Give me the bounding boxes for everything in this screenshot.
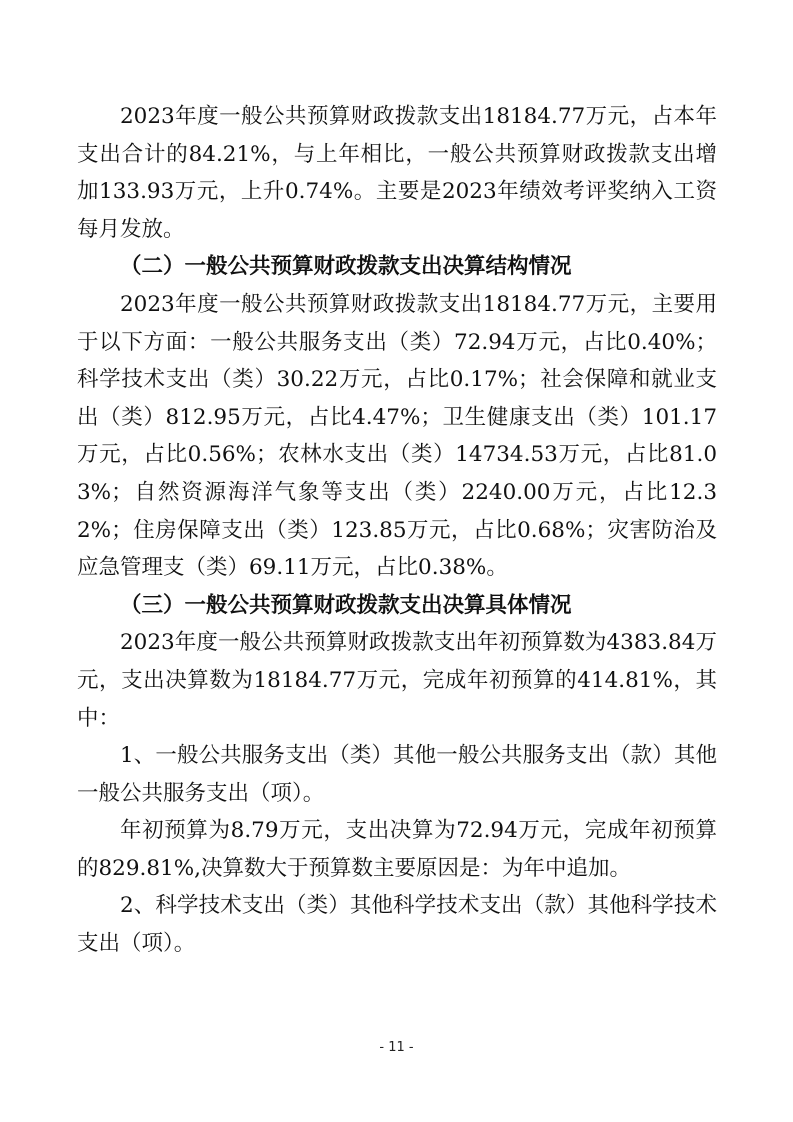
section-heading-details: （三）一般公共预算财政拨款支出决算具体情况 xyxy=(120,592,572,618)
paragraph-item-2-title: 2、科学技术支出（类）其他科学技术支出（款）其他科学技术支出（项）。 xyxy=(77,893,717,957)
paragraph-total-expenditure: 2023年度一般公共预算财政拨款支出18184.77万元，占本年支出合计的84.21%，与上年相比，一般公共预算财政拨款支出增加133.93万元，上升0.74%。主要是2023年绩效考评奖纳入工资每月发放。 xyxy=(77,104,717,242)
section-heading-structure: （二）一般公共预算财政拨款支出决算结构情况 xyxy=(120,254,572,280)
paragraph-item-1-body: 年初预算为8.79万元，支出决算为72.94万元，完成年初预算的829.81%,决算数大于预算数主要原因是：为年中追加。 xyxy=(77,818,717,881)
paragraph-structure: 2023年度一般公共预算财政拨款支出18184.77万元，主要用于以下方面：一般公共服务支出（类）72.94万元，占比0.40%；科学技术支出（类）30.22万元，占比0.17%；社会保障和就业支出（类）812.95万元，占比4.47%；卫生健康支出（类）101.17万元，占比0.56%；农林水支出（类）14734.53万元，占比81.03%；自然资源海洋气象等支出（类）2240.00万元，占比12.32%；住房保障支出（类）123.85万元，占比0.68%；灾害防治及应急管理支（类）69.11万元，占比0.38%。 xyxy=(77,291,717,581)
page-number: - 11 - xyxy=(379,1040,414,1055)
paragraph-details-intro: 2023年度一般公共预算财政拨款支出年初预算数为4383.84万元，支出决算数为18184.77万元，完成年初预算的414.81%，其中： xyxy=(77,630,717,731)
document-body xyxy=(77,98,717,963)
paragraph-item-1-title: 1、一般公共服务支出（类）其他一般公共服务支出（款）其他一般公共服务支出（项）。 xyxy=(77,743,717,806)
